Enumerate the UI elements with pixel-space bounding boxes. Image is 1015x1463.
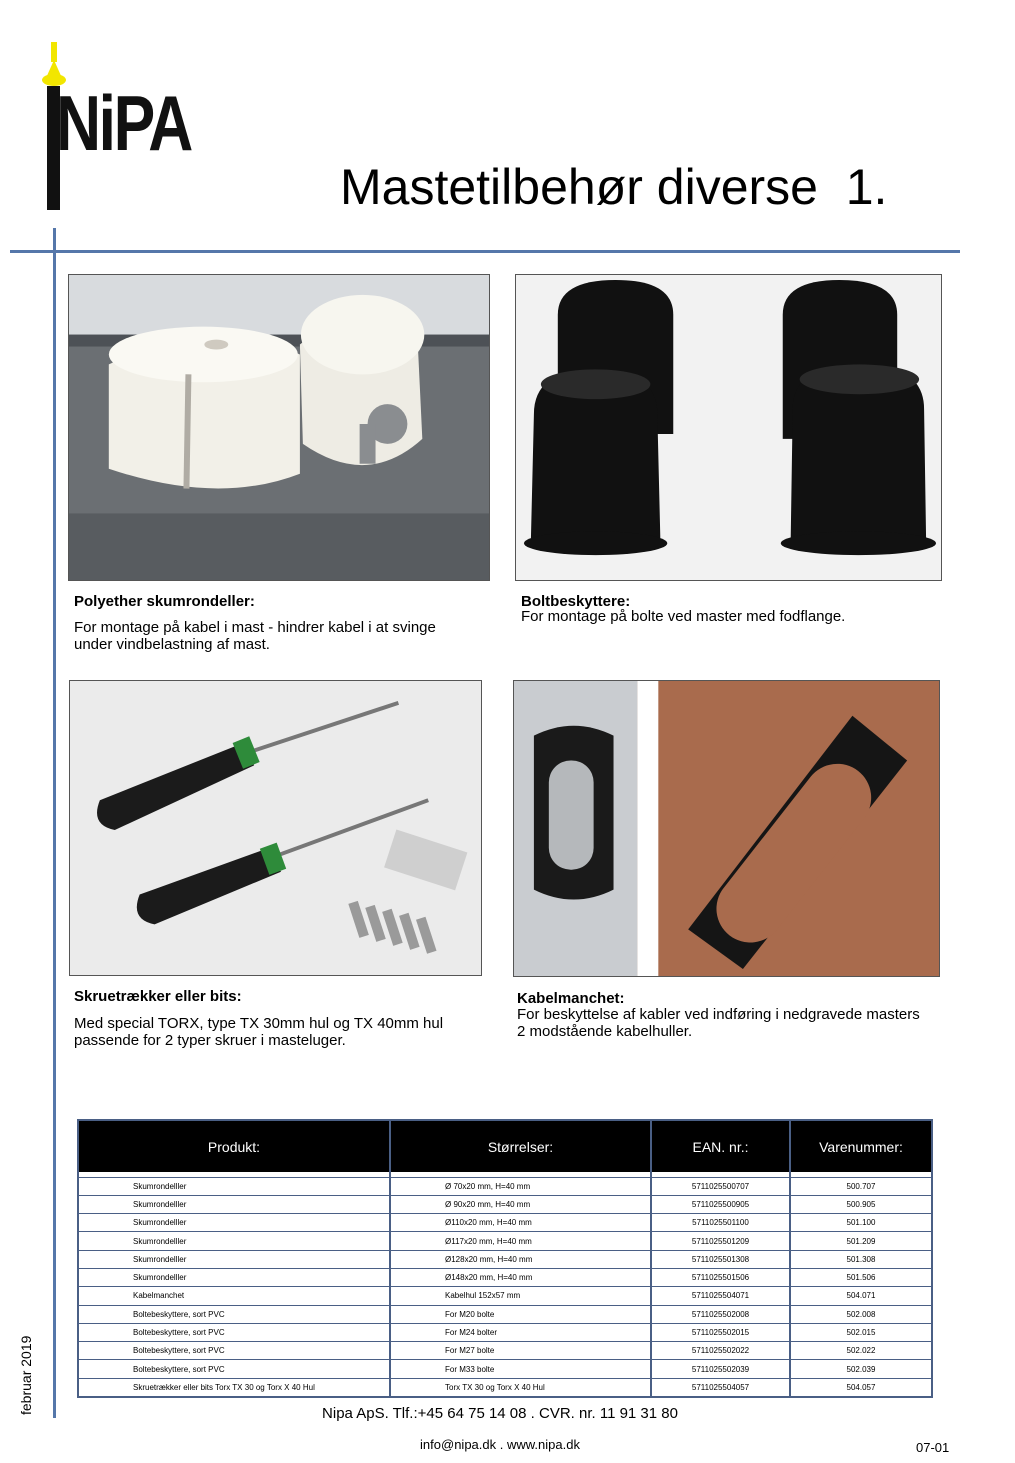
cell-item-no: 501.209 bbox=[790, 1232, 932, 1250]
cell-product: Kabelmanchet bbox=[78, 1287, 390, 1305]
page-title: Mastetilbehør diverse 1. bbox=[340, 159, 888, 215]
cell-product: Boltebeskyttere, sort PVC bbox=[78, 1323, 390, 1341]
section-title-cable: Kabelmanchet: bbox=[517, 990, 625, 1007]
table-row bbox=[78, 1214, 932, 1232]
product-table bbox=[77, 1119, 933, 1398]
table-row bbox=[78, 1177, 932, 1195]
cell-size: Ø110x20 mm, H=40 mm bbox=[390, 1214, 651, 1232]
cell-product: Skumrondelller bbox=[78, 1195, 390, 1213]
footer-contact: Nipa ApS. Tlf.:+45 64 75 14 08 . CVR. nr. 11 91 31 80 bbox=[322, 1405, 678, 1422]
cell-product: Skruetrækker eller bits Torx TX 30 og Torx X 40 Hul bbox=[78, 1378, 390, 1396]
cell-size: Ø117x20 mm, H=40 mm bbox=[390, 1232, 651, 1250]
page-number: 07-01 bbox=[916, 1440, 950, 1455]
cell-ean: 5711025502015 bbox=[651, 1323, 790, 1341]
photo-cable-sleeve bbox=[513, 680, 940, 977]
cell-size: Ø 90x20 mm, H=40 mm bbox=[390, 1195, 651, 1213]
cell-item-no: 502.015 bbox=[790, 1323, 932, 1341]
footer-web: info@nipa.dk . www.nipa.dk bbox=[420, 1437, 580, 1452]
section-text-cable: For beskyttelse af kabler ved indføring i nedgravede masters 2 modstående kabelhuller. bbox=[517, 1006, 920, 1040]
cell-product: Boltebeskyttere, sort PVC bbox=[78, 1360, 390, 1378]
cell-item-no: 500.707 bbox=[790, 1177, 932, 1195]
section-text-screwdriver: Med special TORX, type TX 30mm hul og TX 40mm hul passende for 2 typer skruer i masteluger. bbox=[74, 1015, 444, 1049]
cell-item-no: 502.039 bbox=[790, 1360, 932, 1378]
cell-size: Ø128x20 mm, H=40 mm bbox=[390, 1250, 651, 1268]
cell-ean: 5711025501506 bbox=[651, 1268, 790, 1286]
cell-ean: 5711025502008 bbox=[651, 1305, 790, 1323]
table-row bbox=[78, 1250, 932, 1268]
table-row bbox=[78, 1268, 932, 1286]
section-title-screwdriver: Skruetrækker eller bits: bbox=[74, 988, 242, 1005]
cell-size: For M24 bolter bbox=[390, 1323, 651, 1341]
cell-size: Ø148x20 mm, H=40 mm bbox=[390, 1268, 651, 1286]
cell-size: For M27 bolte bbox=[390, 1342, 651, 1360]
cell-item-no: 502.008 bbox=[790, 1305, 932, 1323]
cell-product: Boltebeskyttere, sort PVC bbox=[78, 1305, 390, 1323]
section-title-foam: Polyether skumrondeller: bbox=[74, 593, 255, 610]
header-rule bbox=[10, 250, 960, 253]
col-header-ean: EAN. nr.: bbox=[651, 1120, 790, 1172]
cell-product: Skumrondelller bbox=[78, 1250, 390, 1268]
col-header-product: Produkt: bbox=[78, 1120, 390, 1172]
section-title-bolt: Boltbeskyttere: bbox=[521, 593, 631, 610]
section-text-bolt: For montage på bolte ved master med fodflange. bbox=[521, 608, 846, 625]
cell-item-no: 504.071 bbox=[790, 1287, 932, 1305]
cell-product: Boltebeskyttere, sort PVC bbox=[78, 1342, 390, 1360]
cell-ean: 5711025500905 bbox=[651, 1195, 790, 1213]
cell-product: Skumrondelller bbox=[78, 1268, 390, 1286]
logo-wordmark: NiPA bbox=[56, 79, 191, 167]
cell-item-no: 504.057 bbox=[790, 1378, 932, 1396]
table-row bbox=[78, 1287, 932, 1305]
table-row bbox=[78, 1342, 932, 1360]
margin-rule bbox=[53, 228, 56, 1418]
cell-ean: 5711025500707 bbox=[651, 1177, 790, 1195]
table-row bbox=[78, 1305, 932, 1323]
cell-size: Kabelhul 152x57 mm bbox=[390, 1287, 651, 1305]
cell-ean: 5711025502039 bbox=[651, 1360, 790, 1378]
cell-item-no: 501.506 bbox=[790, 1268, 932, 1286]
cell-ean: 5711025504057 bbox=[651, 1378, 790, 1396]
cell-ean: 5711025502022 bbox=[651, 1342, 790, 1360]
cell-ean: 5711025504071 bbox=[651, 1287, 790, 1305]
photo-bolt-covers bbox=[515, 274, 942, 581]
cell-ean: 5711025501209 bbox=[651, 1232, 790, 1250]
cell-ean: 5711025501100 bbox=[651, 1214, 790, 1232]
cell-item-no: 501.100 bbox=[790, 1214, 932, 1232]
cell-product: Skumrondelller bbox=[78, 1232, 390, 1250]
table-row bbox=[78, 1195, 932, 1213]
section-text-foam: For montage på kabel i mast - hindrer kabel i at svinge under vindbelastning af mast. bbox=[74, 619, 436, 653]
col-header-sizes: Størrelser: bbox=[390, 1120, 651, 1172]
cell-item-no: 501.308 bbox=[790, 1250, 932, 1268]
cell-item-no: 500.905 bbox=[790, 1195, 932, 1213]
cell-ean: 5711025501308 bbox=[651, 1250, 790, 1268]
cell-product: Skumrondelller bbox=[78, 1177, 390, 1195]
cell-product: Skumrondelller bbox=[78, 1214, 390, 1232]
table-row bbox=[78, 1360, 932, 1378]
photo-foam-rings bbox=[68, 274, 490, 581]
table-row bbox=[78, 1378, 932, 1396]
col-header-item-no: Varenummer: bbox=[790, 1120, 932, 1172]
cell-size: For M20 bolte bbox=[390, 1305, 651, 1323]
table-header-row bbox=[78, 1120, 932, 1172]
cell-size: For M33 bolte bbox=[390, 1360, 651, 1378]
table-row bbox=[78, 1232, 932, 1250]
table-row bbox=[78, 1323, 932, 1341]
cell-item-no: 502.022 bbox=[790, 1342, 932, 1360]
cell-size: Ø 70x20 mm, H=40 mm bbox=[390, 1177, 651, 1195]
cell-size: Torx TX 30 og Torx X 40 Hul bbox=[390, 1378, 651, 1396]
photo-screwdrivers bbox=[69, 680, 482, 976]
date-label: februar 2019 bbox=[18, 1335, 34, 1415]
